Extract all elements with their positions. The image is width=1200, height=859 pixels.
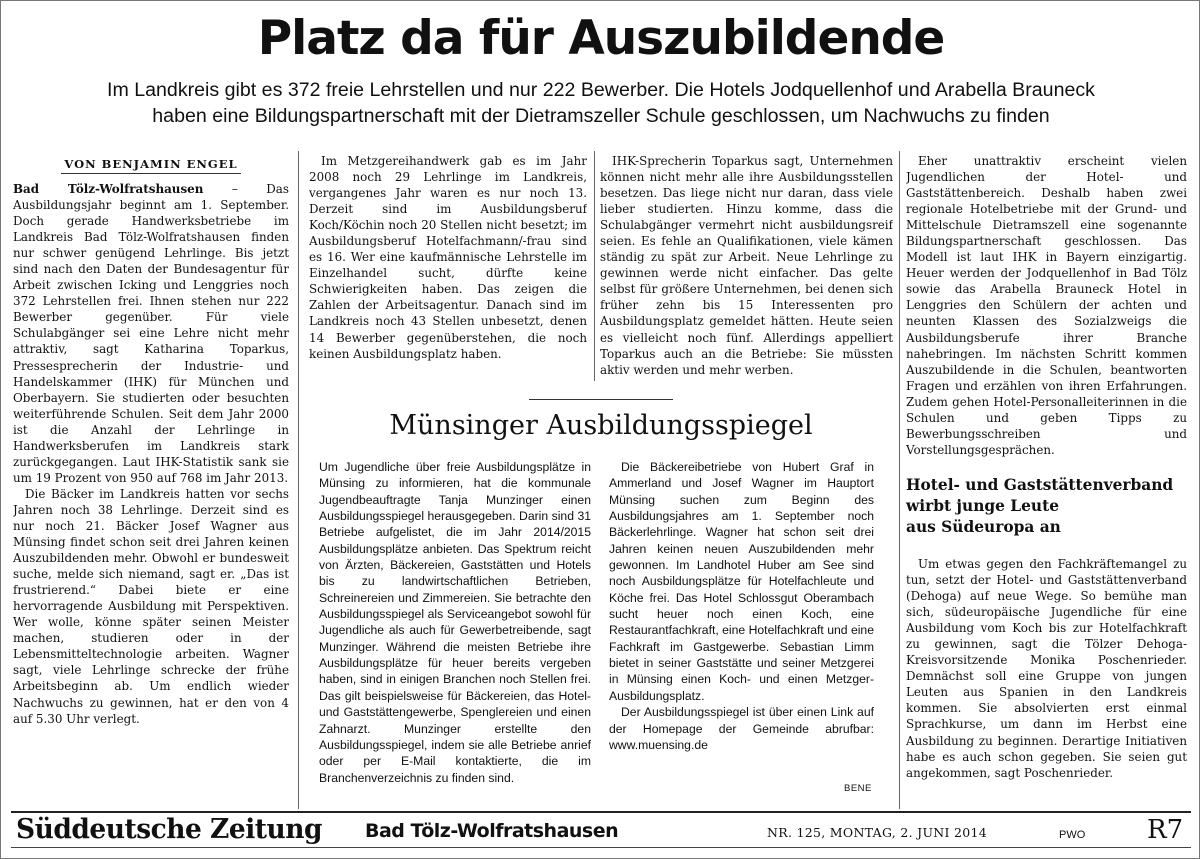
edition-code: PWO bbox=[1059, 829, 1086, 841]
column-divider bbox=[594, 151, 595, 381]
regional-edition: Bad Tölz-Wolfratshausen bbox=[365, 820, 619, 842]
subheading-line: Hotel- und Gaststättenverband bbox=[906, 476, 1174, 494]
box-paragraph: Um Jugendliche über freie Ausbildungsplätze in Münsing zu informieren, hat die kommunale Jugendbeauftragte Tanja Munzinger einen Ausbildungsspiegel herausgegeben. Darin sind 31 Betriebe aufgelistet, die im Jahr 2014/2015 Ausbildungsplätze anbieten. Das Spektrum reicht von Ärzten, Bäckereien, Gaststätten und Hotels bis zu landwirtschaftlichen Betrieben, Schreinereien und Zimmereien. Sie betrachte den Ausbildungsspiegel als Serviceangebot sowohl für Jugendliche als auch für Gewerbetreibende, sagt Munzinger. Während die meisten Betriebe ihre Ausbildungsplätze für heuer bereits vergeben haben, sind in einigen Branchen noch Stellen frei. Das gilt beispielsweise für Bäckereien, das Hotel- und Gaststättengewerbe, Spenglereien und einen Zahnarzt. Munzinger erstellte den Ausbildungsspiegel, indem sie alle Betriebe anrief oder per E-Mail kontaktierte, die im Branchenverzeichnis zu finden sind. bbox=[319, 460, 591, 785]
article-paragraph bbox=[13, 181, 289, 486]
article-paragraph: Die Bäcker im Landkreis hatten vor sechs Jahren noch 38 Lehrlinge. Derzeit sind es nur noch 21. Bäcker Josef Wagner aus Münsing findet schon seit drei Jahren keinen Auszubildenden mehr. Obwohl er bundesweit suche, melde sich niemand, sagt er. „Das ist frustrierend.“ Dabei biete er eine hervorragende Ausbildung mit Perspektiven. Wer wolle, könne später seinen Meister machen, studieren oder in der Lebensmitteltechnologie arbeiten. Wagner sagt, viele Lehrlinge schrecke der frühe Arbeitsbeginn ab. Um endlich wieder Nachwuchs zu gewinnen, hat er den von 4 auf 5.30 Uhr verlegt. bbox=[13, 486, 289, 726]
subheading-line: aus Südeuropa an bbox=[906, 518, 1061, 536]
box-column-2 bbox=[609, 459, 874, 805]
box-top-divider bbox=[529, 399, 673, 400]
byline-divider bbox=[61, 173, 241, 174]
article-column-1 bbox=[13, 181, 289, 807]
page-number: R7 bbox=[1147, 815, 1184, 845]
box-paragraph: Die Bäckereibetriebe von Hubert Graf in Ammerland und Josef Wagner im Hauptort Münsing suchen zum Beginn des Ausbildungsjahres am 1. September noch Bäckerlehrlinge. Wagner hat schon seit drei Jahren keinen neuen Auszubildenden mehr gewonnen. Im Landhotel Huber am See sind noch Ausbildungsplätze für Hotelfachleute und Köche frei. Das Hotel Schlossgut Oberambach sucht heuer noch einen Koch, eine Restaurantfachkraft, eine Hotelfachkraft und eine Fachkraft im Gastgewerbe. Sebastian Limm bietet in seiner Gaststätte und seiner Metzgerei in Münsing einen Koch- und einen Metzger-Ausbildungsplatz. bbox=[609, 460, 874, 703]
article-paragraph: Im Metzgereihandwerk gab es im Jahr 2008 noch 29 Lehrlinge im Landkreis, vergangenes Jahr waren es nur noch 13. Derzeit sind im Ausbildungsberuf Koch/Köchin noch 20 Stellen nicht besetzt; im Ausbildungsberuf Hotelfachmann/-frau sind es 16. Wer eine kaufmännische Lehrstelle im Einzelhandel sucht, dürfte keine Schwierigkeiten haben. Das zeigen die Zahlen der Arbeitsagentur. Danach sind im Landkreis noch 43 Stellen unbesetzt, denen 14 Bewerber gegenüberstehen, die noch keinen Ausbildungsplatz haben. bbox=[309, 154, 587, 361]
article-column-4-continued bbox=[906, 556, 1187, 806]
article-subheading bbox=[906, 475, 1187, 538]
article-column-4 bbox=[906, 153, 1187, 463]
article-paragraph: Um etwas gegen den Fachkräftemangel zu tun, setzt der Hotel- und Gaststättenverband (Dehoga) auf neue Wege. So bemühe man sich, südeuropäische Jugendliche für eine Ausbildung vom Koch bis zur Hotelfachkraft zu gewinnen, sagt die Tölzer Dehoga-Kreisvorsitzende Monika Poschenrieder. Demnächst soll eine Gruppe von jungen Leuten aus Spanien in den Landkreis kommen. Sie absolvierten erst einmal Sprachkurse, um dann im Herbst eine Ausbildung zu beginnen. Derartige Initiativen habe es auch schon gegeben. Sie seien gut angekommen, sagt Poschenrieder. bbox=[906, 557, 1187, 780]
article-paragraph: Eher unattraktiv erscheint vielen Jugendlichen der Hotel- und Gaststättenbereich. Deshalb haben zwei regionale Hotelbetriebe mit der Grund- und Mittelschule Dietramszell eine sogenannte Bildungspartnerschaft geschlossen. Das Modell ist laut IHK in Bayern einzigartig. Heuer werden der Jodquellenhof in Bad Tölz sowie das Arabella Brauneck Hotel in Lenggries den Schülern der achten und neunten Klassen des Sozialzweigs die Ausbildungsberufe ihrer Branche nahebringen. Im nächsten Schritt kommen Auszubildende in die Schulen, beantworten Fragen und erzählen von ihren Erfahrungen. Zudem gehen Hotel-Personalleiterinnen in die Schulen und geben Tipps zu Bewerbungsschreiben und Vorstellungsgesprächen. bbox=[906, 154, 1187, 457]
column-divider bbox=[899, 151, 900, 809]
article-headline: Platz da für Auszubildende bbox=[257, 11, 945, 66]
article-column-3 bbox=[600, 153, 893, 379]
column-divider bbox=[298, 151, 299, 809]
article-column-2 bbox=[309, 153, 587, 379]
box-paragraph: Der Ausbildungsspiegel ist über einen Link auf der Homepage der Gemeinde abrufbar: www.muensing.de bbox=[609, 705, 874, 752]
byline: VON BENJAMIN ENGEL bbox=[64, 157, 238, 171]
article-subheadline bbox=[61, 77, 1141, 129]
paragraph-text: – Das Ausbildungsjahr beginnt am 1. September. Doch gerade Handwerksbetriebe im Landkreis Bad Tölz-Wolfratshausen finden nur schwer genügend Lehrlinge. Bis jetzt sind nach den Daten der Bundesagentur für Arbeit zwischen Icking und Lenggries noch 372 Lehrstellen frei. Ihnen stehen nur 222 Bewerber gegenüber. Für viele Schulabgänger sei eine Lehre nicht mehr attraktiv, sagt Katharina Toparkus, Pressesprecherin der Industrie- und Handelskammer (IHK) für München und Oberbayern. Sie studierten oder besuchten weiterführende Schulen. Seit dem Jahr 2000 ist die Anzahl der Lehrlinge in Handwerksberufen im Landkreis stark zurückgegangen. Laut IHK-Statistik sank sie um 19 Prozent von 950 auf 768 im Jahr 2013. bbox=[13, 182, 289, 485]
box-title: Münsinger Ausbildungsspiegel bbox=[389, 410, 813, 441]
issue-info: NR. 125, MONTAG, 2. JUNI 2014 bbox=[767, 825, 988, 840]
subheadline-line: haben eine Bildungspartnerschaft mit der Dietramszeller Schule geschlossen, um Nachwuchs zu finden bbox=[152, 105, 1050, 127]
box-author: BENE bbox=[844, 783, 872, 794]
article-paragraph: IHK-Sprecherin Toparkus sagt, Unternehmen können nicht mehr alle ihre Ausbildungsstellen besetzen. Das liege nicht nur daran, dass viele lieber studierten. Hinzu komme, dass die Schulabgänger vermehrt nicht ausbildungsreif seien. Es fehle an Qualifikationen, viele kämen ständig zu spät zur Arbeit. Neue Lehrlinge zu gewinnen werde nicht einfacher. Das gelte selbst für größere Unternehmen, bei denen sich früher zehn bis 15 Interessenten pro Ausbildungsplatz gemeldet hätten. Heute seien es vielleicht noch fünf. Allerdings appelliert Toparkus auch an die Betriebe: Sie müssten aktiv werden und mehr werben. bbox=[600, 154, 893, 377]
box-column-1 bbox=[319, 459, 591, 805]
newspaper-masthead: Süddeutsche Zeitung bbox=[16, 814, 323, 845]
footer-bottom-rule bbox=[11, 847, 1191, 848]
dateline: Bad Tölz-Wolfratshausen bbox=[13, 182, 204, 196]
subheading-line: wirbt junge Leute bbox=[906, 497, 1059, 515]
subheadline-line: Im Landkreis gibt es 372 freie Lehrstellen und nur 222 Bewerber. Die Hotels Jodquellenhof und Arabella Brauneck bbox=[107, 79, 1095, 101]
